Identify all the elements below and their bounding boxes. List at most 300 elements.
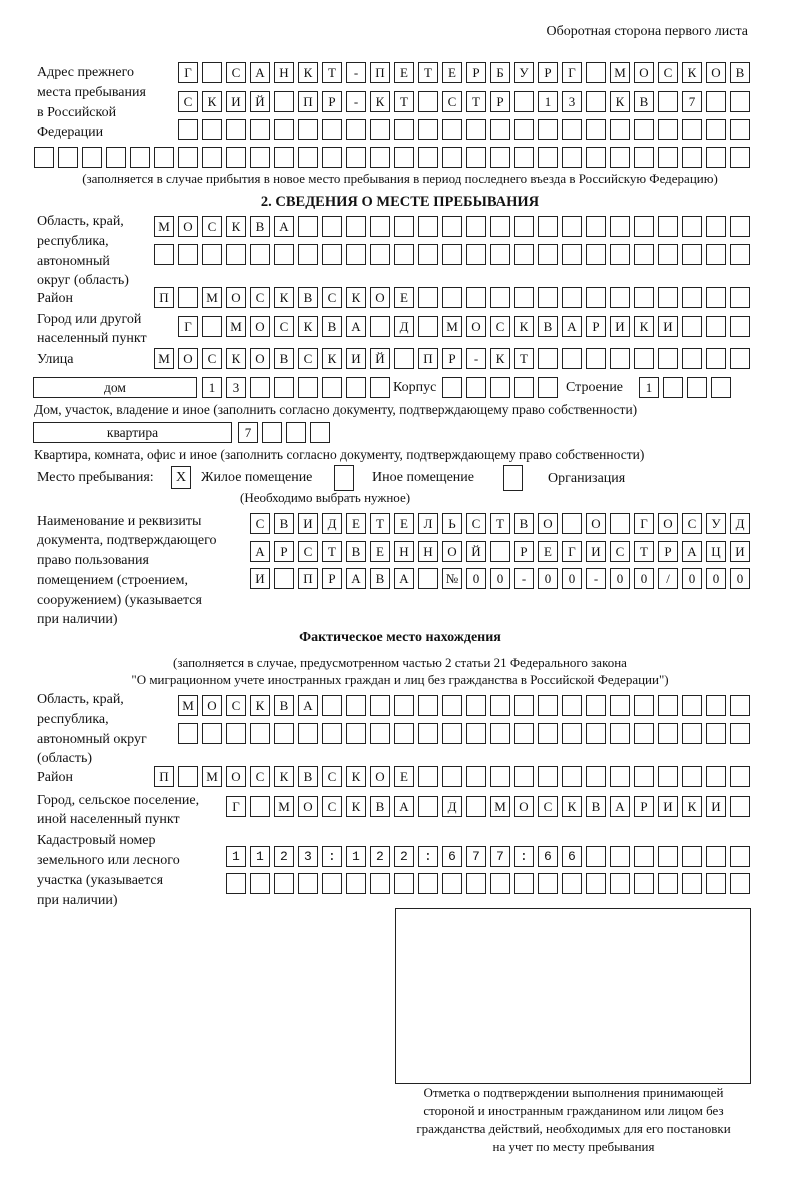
previous-address-row-4[interactable] (34, 147, 750, 168)
char-cell[interactable]: К (514, 316, 534, 337)
region-row-2[interactable] (154, 244, 750, 265)
char-cell[interactable] (310, 422, 330, 443)
char-cell[interactable]: И (706, 796, 726, 817)
char-cell[interactable] (286, 422, 306, 443)
char-cell[interactable] (442, 216, 462, 237)
char-cell[interactable] (586, 766, 606, 787)
char-cell[interactable] (346, 377, 366, 398)
char-cell[interactable] (706, 348, 726, 369)
char-cell[interactable] (370, 147, 390, 168)
char-cell[interactable]: М (274, 796, 294, 817)
char-cell[interactable] (442, 287, 462, 308)
char-cell[interactable] (490, 766, 510, 787)
char-cell[interactable] (682, 316, 702, 337)
char-cell[interactable] (322, 119, 342, 140)
char-cell[interactable]: 0 (562, 568, 582, 589)
char-cell[interactable]: К (370, 91, 390, 112)
char-cell[interactable]: О (538, 513, 558, 534)
char-cell[interactable] (346, 873, 366, 894)
char-cell[interactable] (394, 348, 414, 369)
char-cell[interactable]: К (226, 348, 246, 369)
char-cell[interactable]: Т (514, 348, 534, 369)
char-cell[interactable] (490, 147, 510, 168)
char-cell[interactable] (322, 147, 342, 168)
char-cell[interactable] (562, 119, 582, 140)
char-cell[interactable] (466, 147, 486, 168)
char-cell[interactable]: О (442, 541, 462, 562)
char-cell[interactable] (687, 377, 707, 398)
char-cell[interactable]: Р (514, 541, 534, 562)
char-cell[interactable]: П (154, 287, 174, 308)
char-cell[interactable] (202, 147, 222, 168)
char-cell[interactable] (682, 766, 702, 787)
char-cell[interactable] (226, 873, 246, 894)
char-cell[interactable]: - (466, 348, 486, 369)
char-cell[interactable]: К (298, 62, 318, 83)
char-cell[interactable]: Е (442, 62, 462, 83)
char-cell[interactable] (610, 216, 630, 237)
char-cell[interactable] (658, 695, 678, 716)
char-cell[interactable]: О (178, 348, 198, 369)
char-cell[interactable] (658, 119, 678, 140)
char-cell[interactable] (730, 287, 750, 308)
char-cell[interactable]: В (730, 62, 750, 83)
char-cell[interactable]: Т (322, 62, 342, 83)
char-cell[interactable] (706, 846, 726, 867)
char-cell[interactable]: В (322, 316, 342, 337)
char-cell[interactable]: В (346, 541, 366, 562)
char-cell[interactable]: О (226, 287, 246, 308)
char-cell[interactable] (466, 216, 486, 237)
char-cell[interactable] (370, 119, 390, 140)
char-cell[interactable] (418, 119, 438, 140)
char-cell[interactable]: А (394, 796, 414, 817)
char-cell[interactable]: С (202, 216, 222, 237)
char-cell[interactable]: Г (178, 316, 198, 337)
char-cell[interactable]: А (298, 695, 318, 716)
char-cell[interactable] (538, 377, 558, 398)
char-cell[interactable] (682, 287, 702, 308)
char-cell[interactable] (442, 377, 462, 398)
char-cell[interactable] (538, 873, 558, 894)
char-cell[interactable] (490, 723, 510, 744)
char-cell[interactable]: С (322, 796, 342, 817)
char-cell[interactable] (706, 147, 726, 168)
street-row[interactable] (154, 348, 750, 369)
char-cell[interactable]: О (250, 348, 270, 369)
char-cell[interactable] (418, 91, 438, 112)
char-cell[interactable] (370, 216, 390, 237)
char-cell[interactable] (706, 244, 726, 265)
char-cell[interactable] (274, 723, 294, 744)
char-cell[interactable] (250, 796, 270, 817)
char-cell[interactable] (466, 695, 486, 716)
char-cell[interactable]: С (298, 348, 318, 369)
char-cell[interactable] (682, 348, 702, 369)
char-cell[interactable]: А (682, 541, 702, 562)
char-cell[interactable] (562, 766, 582, 787)
char-cell[interactable]: О (202, 695, 222, 716)
char-cell[interactable]: П (370, 62, 390, 83)
char-cell[interactable] (514, 723, 534, 744)
document-row-3[interactable] (250, 568, 750, 589)
char-cell[interactable]: Т (394, 91, 414, 112)
char-cell[interactable] (634, 287, 654, 308)
char-cell[interactable] (586, 873, 606, 894)
char-cell[interactable]: В (586, 796, 606, 817)
char-cell[interactable] (706, 695, 726, 716)
char-cell[interactable] (586, 287, 606, 308)
char-cell[interactable] (562, 147, 582, 168)
char-cell[interactable] (514, 695, 534, 716)
char-cell[interactable] (58, 147, 78, 168)
char-cell[interactable] (658, 91, 678, 112)
char-cell[interactable]: Р (322, 568, 342, 589)
char-cell[interactable] (178, 723, 198, 744)
char-cell[interactable] (322, 377, 342, 398)
char-cell[interactable] (466, 766, 486, 787)
char-cell[interactable]: И (730, 541, 750, 562)
char-cell[interactable] (706, 91, 726, 112)
char-cell[interactable] (514, 244, 534, 265)
char-cell[interactable] (730, 348, 750, 369)
char-cell[interactable] (706, 723, 726, 744)
char-cell[interactable] (586, 723, 606, 744)
char-cell[interactable] (610, 287, 630, 308)
char-cell[interactable] (274, 244, 294, 265)
char-cell[interactable] (322, 244, 342, 265)
char-cell[interactable] (418, 244, 438, 265)
char-cell[interactable] (418, 796, 438, 817)
char-cell[interactable]: С (442, 91, 462, 112)
char-cell[interactable] (514, 91, 534, 112)
char-cell[interactable]: Б (490, 62, 510, 83)
char-cell[interactable]: В (298, 287, 318, 308)
char-cell[interactable]: С (178, 91, 198, 112)
char-cell[interactable] (682, 695, 702, 716)
char-cell[interactable]: А (250, 62, 270, 83)
char-cell[interactable] (711, 377, 731, 398)
char-cell[interactable] (346, 244, 366, 265)
char-cell[interactable] (706, 119, 726, 140)
char-cell[interactable] (322, 216, 342, 237)
char-cell[interactable]: - (586, 568, 606, 589)
char-cell[interactable] (538, 147, 558, 168)
char-cell[interactable] (394, 216, 414, 237)
char-cell[interactable] (298, 147, 318, 168)
char-cell[interactable] (634, 695, 654, 716)
residential-checkbox[interactable]: X (171, 466, 191, 489)
char-cell[interactable]: Н (274, 62, 294, 83)
char-cell[interactable] (562, 348, 582, 369)
char-cell[interactable]: С (682, 513, 702, 534)
char-cell[interactable]: Г (178, 62, 198, 83)
char-cell[interactable] (730, 766, 750, 787)
char-cell[interactable] (394, 723, 414, 744)
char-cell[interactable] (562, 244, 582, 265)
char-cell[interactable]: М (610, 62, 630, 83)
char-cell[interactable] (466, 873, 486, 894)
char-cell[interactable] (514, 147, 534, 168)
char-cell[interactable]: Е (370, 541, 390, 562)
char-cell[interactable]: К (346, 796, 366, 817)
char-cell[interactable]: - (514, 568, 534, 589)
char-cell[interactable] (634, 119, 654, 140)
char-cell[interactable]: С (466, 513, 486, 534)
char-cell[interactable]: О (226, 766, 246, 787)
char-cell[interactable]: К (682, 796, 702, 817)
region-row-1[interactable] (154, 216, 750, 237)
char-cell[interactable] (490, 377, 510, 398)
char-cell[interactable] (226, 119, 246, 140)
char-cell[interactable]: С (490, 316, 510, 337)
char-cell[interactable] (418, 873, 438, 894)
char-cell[interactable] (466, 377, 486, 398)
house-type-field[interactable]: дом (33, 377, 197, 398)
char-cell[interactable]: Е (394, 513, 414, 534)
char-cell[interactable] (514, 766, 534, 787)
char-cell[interactable]: О (706, 62, 726, 83)
char-cell[interactable] (466, 723, 486, 744)
char-cell[interactable] (658, 287, 678, 308)
char-cell[interactable]: 7 (238, 422, 258, 443)
char-cell[interactable] (394, 244, 414, 265)
previous-address-row-2[interactable] (178, 91, 750, 112)
char-cell[interactable] (538, 695, 558, 716)
char-cell[interactable] (322, 723, 342, 744)
char-cell[interactable]: П (154, 766, 174, 787)
char-cell[interactable]: И (298, 513, 318, 534)
char-cell[interactable] (706, 287, 726, 308)
char-cell[interactable] (442, 766, 462, 787)
char-cell[interactable] (274, 119, 294, 140)
char-cell[interactable]: К (346, 287, 366, 308)
char-cell[interactable]: П (418, 348, 438, 369)
char-cell[interactable]: К (226, 216, 246, 237)
char-cell[interactable] (250, 119, 270, 140)
char-cell[interactable]: Н (418, 541, 438, 562)
char-cell[interactable] (730, 796, 750, 817)
char-cell[interactable] (658, 147, 678, 168)
char-cell[interactable] (706, 873, 726, 894)
char-cell[interactable] (586, 147, 606, 168)
char-cell[interactable] (682, 244, 702, 265)
char-cell[interactable] (562, 695, 582, 716)
char-cell[interactable]: К (634, 316, 654, 337)
char-cell[interactable] (490, 244, 510, 265)
char-cell[interactable]: И (250, 568, 270, 589)
char-cell[interactable] (562, 287, 582, 308)
char-cell[interactable]: К (322, 348, 342, 369)
char-cell[interactable]: Р (442, 348, 462, 369)
char-cell[interactable] (610, 766, 630, 787)
char-cell[interactable]: Р (322, 91, 342, 112)
char-cell[interactable] (514, 287, 534, 308)
char-cell[interactable]: Л (418, 513, 438, 534)
char-cell[interactable]: О (250, 316, 270, 337)
char-cell[interactable]: К (562, 796, 582, 817)
char-cell[interactable] (682, 216, 702, 237)
char-cell[interactable] (298, 119, 318, 140)
apartment-type-field[interactable]: квартира (33, 422, 232, 443)
char-cell[interactable] (490, 216, 510, 237)
char-cell[interactable] (586, 62, 606, 83)
char-cell[interactable] (370, 723, 390, 744)
char-cell[interactable] (322, 695, 342, 716)
char-cell[interactable] (634, 216, 654, 237)
char-cell[interactable]: Д (442, 796, 462, 817)
char-cell[interactable]: К (490, 348, 510, 369)
char-cell[interactable]: Р (490, 91, 510, 112)
char-cell[interactable]: Т (490, 513, 510, 534)
char-cell[interactable] (418, 568, 438, 589)
char-cell[interactable] (634, 348, 654, 369)
char-cell[interactable]: Ь (442, 513, 462, 534)
char-cell[interactable] (466, 287, 486, 308)
char-cell[interactable]: Ц (706, 541, 726, 562)
char-cell[interactable]: О (178, 216, 198, 237)
char-cell[interactable]: Д (730, 513, 750, 534)
char-cell[interactable]: П (298, 568, 318, 589)
char-cell[interactable]: Е (346, 513, 366, 534)
char-cell[interactable]: С (298, 541, 318, 562)
char-cell[interactable] (658, 846, 678, 867)
char-cell[interactable] (538, 244, 558, 265)
char-cell[interactable] (82, 147, 102, 168)
char-cell[interactable]: Р (274, 541, 294, 562)
char-cell[interactable]: У (514, 62, 534, 83)
organization-checkbox[interactable] (503, 465, 523, 491)
char-cell[interactable] (490, 119, 510, 140)
char-cell[interactable]: Е (538, 541, 558, 562)
char-cell[interactable] (34, 147, 54, 168)
char-cell[interactable] (202, 244, 222, 265)
char-cell[interactable]: А (250, 541, 270, 562)
char-cell[interactable] (586, 119, 606, 140)
char-cell[interactable] (442, 147, 462, 168)
char-cell[interactable] (658, 723, 678, 744)
char-cell[interactable] (562, 723, 582, 744)
char-cell[interactable]: Т (370, 513, 390, 534)
char-cell[interactable] (682, 873, 702, 894)
char-cell[interactable] (418, 287, 438, 308)
char-cell[interactable] (538, 287, 558, 308)
char-cell[interactable]: У (706, 513, 726, 534)
char-cell[interactable] (202, 119, 222, 140)
char-cell[interactable] (250, 147, 270, 168)
char-cell[interactable] (418, 316, 438, 337)
char-cell[interactable]: 3 (226, 377, 246, 398)
char-cell[interactable]: Г (226, 796, 246, 817)
char-cell[interactable]: И (658, 796, 678, 817)
house-number-row[interactable] (202, 377, 390, 398)
char-cell[interactable]: В (250, 216, 270, 237)
char-cell[interactable]: Д (394, 316, 414, 337)
char-cell[interactable] (442, 723, 462, 744)
char-cell[interactable] (610, 846, 630, 867)
char-cell[interactable]: А (274, 216, 294, 237)
char-cell[interactable]: В (634, 91, 654, 112)
char-cell[interactable] (586, 348, 606, 369)
char-cell[interactable] (274, 873, 294, 894)
char-cell[interactable]: - (346, 62, 366, 83)
char-cell[interactable]: И (226, 91, 246, 112)
char-cell[interactable]: - (346, 91, 366, 112)
char-cell[interactable] (178, 766, 198, 787)
char-cell[interactable] (562, 216, 582, 237)
char-cell[interactable]: О (370, 766, 390, 787)
char-cell[interactable] (418, 695, 438, 716)
char-cell[interactable] (610, 348, 630, 369)
char-cell[interactable] (610, 873, 630, 894)
building-row[interactable] (639, 377, 731, 398)
previous-address-row-1[interactable] (178, 62, 750, 83)
char-cell[interactable]: 0 (610, 568, 630, 589)
char-cell[interactable] (514, 216, 534, 237)
char-cell[interactable]: Г (562, 62, 582, 83)
char-cell[interactable]: 1 (202, 377, 222, 398)
char-cell[interactable]: О (370, 287, 390, 308)
char-cell[interactable]: М (226, 316, 246, 337)
char-cell[interactable]: Т (634, 541, 654, 562)
char-cell[interactable] (442, 119, 462, 140)
char-cell[interactable] (634, 147, 654, 168)
char-cell[interactable]: С (274, 316, 294, 337)
char-cell[interactable]: В (538, 316, 558, 337)
char-cell[interactable]: В (298, 766, 318, 787)
char-cell[interactable] (586, 216, 606, 237)
char-cell[interactable] (490, 541, 510, 562)
char-cell[interactable] (298, 723, 318, 744)
char-cell[interactable]: А (346, 568, 366, 589)
char-cell[interactable] (634, 766, 654, 787)
char-cell[interactable]: Г (562, 541, 582, 562)
char-cell[interactable] (586, 695, 606, 716)
char-cell[interactable] (730, 91, 750, 112)
char-cell[interactable]: Р (538, 62, 558, 83)
actual-district-row[interactable] (154, 766, 750, 787)
char-cell[interactable] (682, 846, 702, 867)
char-cell[interactable]: С (658, 62, 678, 83)
char-cell[interactable] (202, 723, 222, 744)
char-cell[interactable]: 0 (706, 568, 726, 589)
char-cell[interactable] (610, 513, 630, 534)
char-cell[interactable]: С (202, 348, 222, 369)
char-cell[interactable]: К (202, 91, 222, 112)
char-cell[interactable] (298, 377, 318, 398)
char-cell[interactable] (370, 377, 390, 398)
char-cell[interactable]: В (514, 513, 534, 534)
char-cell[interactable] (274, 568, 294, 589)
char-cell[interactable] (634, 723, 654, 744)
char-cell[interactable] (730, 147, 750, 168)
char-cell[interactable] (466, 119, 486, 140)
actual-region-row-2[interactable] (178, 723, 750, 744)
char-cell[interactable]: Е (394, 766, 414, 787)
char-cell[interactable]: Г (634, 513, 654, 534)
char-cell[interactable]: Д (322, 513, 342, 534)
char-cell[interactable] (250, 244, 270, 265)
char-cell[interactable]: К (682, 62, 702, 83)
char-cell[interactable]: К (346, 766, 366, 787)
char-cell[interactable]: 0 (466, 568, 486, 589)
char-cell[interactable] (634, 244, 654, 265)
korpus-row[interactable] (442, 377, 558, 398)
document-row-2[interactable] (250, 541, 750, 562)
char-cell[interactable] (298, 244, 318, 265)
char-cell[interactable] (706, 316, 726, 337)
city-row[interactable] (178, 316, 750, 337)
